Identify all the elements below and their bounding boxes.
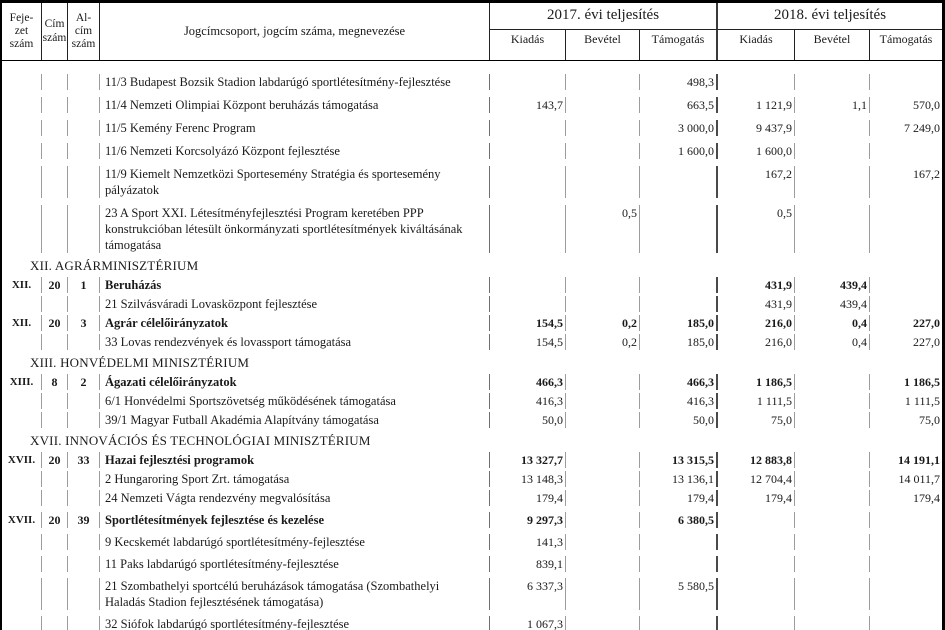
row-megnevezes: 2 Hungaroring Sport Zrt. támogatása (100, 471, 490, 487)
row-fejezet-szam (2, 393, 42, 409)
row-cim-szam: 20 (42, 512, 68, 528)
row-alcim-szam (68, 412, 100, 428)
row-alcim-szam (68, 556, 100, 572)
header-cell-megnevezes: Jogcímcsoport, jogcím száma, megnevezése (100, 3, 490, 60)
table-row (2, 74, 942, 90)
header-2018-bevetel: Bevétel (795, 30, 870, 60)
cell-tamogatas-2018: 227,0 (913, 316, 940, 330)
cell-bevetel-2017 (566, 166, 640, 198)
row-fejezet-szam (2, 143, 42, 159)
header-2017-kiadas: Kiadás (490, 30, 566, 60)
cell-bevetel-2017 (566, 556, 640, 572)
cell-kiadas-2017: 13 327,7 (490, 452, 566, 468)
row-cim-szam: 8 (42, 374, 68, 390)
cell-kiadas-2018 (718, 512, 795, 528)
cell-kiadas-2017: 1 067,3 (490, 616, 566, 630)
cell-bevetel-2017 (566, 374, 640, 390)
cell-bevetel-2018: 1,1 (795, 97, 870, 113)
cell-tamogatas-2017: 663,5 (640, 97, 718, 113)
row-megnevezes: 32 Siófok labdarúgó sportlétesítmény-fejlesztése (100, 616, 490, 630)
row-alcim-szam (68, 616, 100, 630)
cell-bevetel-2017 (566, 512, 640, 528)
cell-bevetel-2018: 0,4 (795, 315, 870, 331)
header-cell-cim-szam: Cím szám (42, 3, 68, 60)
cell-tamogatas-2018 (870, 143, 942, 159)
row-cim-szam (42, 616, 68, 630)
cell-tamogatas-2018 (870, 296, 942, 312)
cell-tamogatas-2017: 13 315,5 (640, 452, 718, 468)
cell-bevetel-2018 (795, 393, 870, 409)
cell-tamogatas-2017 (640, 205, 718, 253)
cell-kiadas-2018 (718, 616, 795, 630)
cell-bevetel-2018 (795, 556, 870, 572)
cell-kiadas-2018: 431,9 (718, 277, 795, 293)
table-row (2, 315, 942, 331)
cell-bevetel-2017 (566, 393, 640, 409)
row-megnevezes: 11/4 Nemzeti Olimpiai Központ beruházás támogatása (100, 97, 490, 113)
cell-kiadas-2017: 416,3 (490, 393, 566, 409)
cell-bevetel-2018: 439,4 (795, 296, 870, 312)
cell-tamogatas-2017: 50,0 (640, 412, 718, 428)
cell-bevetel-2017 (566, 471, 640, 487)
cell-kiadas-2018: 179,4 (718, 490, 795, 506)
row-cim-szam (42, 205, 68, 253)
row-megnevezes: 11/3 Budapest Bozsik Stadion labdarúgó sportlétesítmény-fejlesztése (100, 74, 490, 90)
cell-tamogatas-2018 (870, 616, 942, 630)
cell-bevetel-2017: 0,2 (566, 315, 640, 331)
header-cell-alcim-szam: Al- cím szám (68, 3, 100, 60)
cell-kiadas-2017: 141,3 (490, 534, 566, 550)
row-fejezet-szam (2, 205, 42, 253)
cell-bevetel-2018 (795, 143, 870, 159)
row-fejezet-szam (2, 616, 42, 630)
cell-kiadas-2017 (490, 143, 566, 159)
cell-tamogatas-2017: 416,3 (640, 393, 718, 409)
cell-bevetel-2017 (566, 296, 640, 312)
row-alcim-szam (68, 578, 100, 610)
table-row (2, 534, 942, 550)
row-fejezet-szam (2, 471, 42, 487)
cell-kiadas-2018: 1 186,5 (718, 374, 795, 390)
table-body (2, 61, 942, 630)
cell-bevetel-2018 (795, 120, 870, 136)
row-fejezet-szam (2, 578, 42, 610)
cell-bevetel-2017 (566, 616, 640, 630)
row-cim-szam (42, 393, 68, 409)
row-fejezet-szam (2, 556, 42, 572)
row-fejezet-szam (2, 296, 42, 312)
row-cim-szam (42, 166, 68, 198)
cell-kiadas-2018 (718, 578, 795, 610)
row-alcim-szam (68, 74, 100, 90)
table-row (2, 412, 942, 428)
section-row: XII. AGRÁRMINISZTÉRIUM (30, 258, 199, 273)
row-megnevezes: 24 Nemzeti Vágta rendezvény megvalósítása (100, 490, 490, 506)
table-row (2, 97, 942, 113)
cell-bevetel-2018 (795, 412, 870, 428)
row-fejezet-szam (2, 534, 42, 550)
table-row (2, 512, 942, 528)
header-2018-kiadas: Kiadás (718, 30, 795, 60)
header-2017-tamogatas: Támogatás (640, 30, 718, 60)
cell-kiadas-2018: 216,0 (718, 315, 795, 331)
cell-kiadas-2017: 466,3 (490, 374, 566, 390)
row-megnevezes: 33 Lovas rendezvények és lovassport támogatása (100, 334, 490, 350)
row-cim-szam (42, 97, 68, 113)
row-fejezet-szam (2, 166, 42, 198)
cell-tamogatas-2018: 75,0 (919, 413, 940, 427)
cell-bevetel-2018: 439,4 (795, 277, 870, 293)
row-alcim-szam: 1 (68, 277, 100, 293)
table-row (2, 143, 942, 159)
table-header (2, 3, 942, 61)
cell-kiadas-2017: 839,1 (490, 556, 566, 572)
row-fejezet-szam: XIII. (2, 374, 42, 390)
cell-tamogatas-2017: 3 000,0 (640, 120, 718, 136)
cell-bevetel-2017: 0,2 (566, 334, 640, 350)
cell-kiadas-2017: 143,7 (490, 97, 566, 113)
cell-kiadas-2017: 9 297,3 (490, 512, 566, 528)
table-row (2, 471, 942, 487)
table-row (2, 120, 942, 136)
row-cim-szam (42, 556, 68, 572)
cell-tamogatas-2017: 13 136,1 (640, 471, 718, 487)
cell-kiadas-2018: 1 121,9 (718, 97, 795, 113)
cell-tamogatas-2017 (640, 277, 718, 293)
header-2018-tamogatas: Támogatás (879, 32, 933, 46)
cell-tamogatas-2018 (870, 74, 942, 90)
table-row (2, 205, 942, 253)
section-row: XVII. INNOVÁCIÓS ÉS TECHNOLÓGIAI MINISZTÉRIUM (30, 433, 371, 448)
cell-kiadas-2017: 154,5 (490, 334, 566, 350)
cell-kiadas-2018 (718, 534, 795, 550)
cell-tamogatas-2018: 1 111,5 (904, 394, 940, 408)
row-fejezet-szam: XII. (2, 315, 42, 331)
cell-kiadas-2017: 154,5 (490, 315, 566, 331)
row-cim-szam (42, 412, 68, 428)
row-fejezet-szam (2, 490, 42, 506)
cell-kiadas-2018: 12 883,8 (718, 452, 795, 468)
cell-tamogatas-2018 (870, 512, 942, 528)
row-cim-szam (42, 143, 68, 159)
cell-tamogatas-2017 (640, 534, 718, 550)
table-row (2, 277, 942, 293)
row-alcim-szam: 39 (68, 512, 100, 528)
cell-bevetel-2018 (795, 74, 870, 90)
cell-kiadas-2017: 13 148,3 (490, 471, 566, 487)
cell-tamogatas-2018: 1 186,5 (904, 375, 940, 389)
cell-bevetel-2018 (795, 512, 870, 528)
row-megnevezes: Agrár célelőirányzatok (100, 315, 490, 331)
row-fejezet-szam: XII. (2, 277, 42, 293)
cell-tamogatas-2018 (870, 578, 942, 610)
cell-bevetel-2017 (566, 120, 640, 136)
row-megnevezes: Hazai fejlesztési programok (100, 452, 490, 468)
cell-bevetel-2017 (566, 97, 640, 113)
row-megnevezes: 11/9 Kiemelt Nemzetközi Sportesemény Stratégia és sportesemény pályázatok (100, 166, 490, 198)
table-row (2, 334, 942, 350)
row-megnevezes: 23 A Sport XXI. Létesítményfejlesztési Program keretében PPP konstrukcióban létesült önkormányzati sportlétesítmények kiváltásának támogatása (100, 205, 490, 253)
row-megnevezes: 11/6 Nemzeti Korcsolyázó Központ fejlesztése (100, 143, 490, 159)
cell-bevetel-2017 (566, 490, 640, 506)
table-row (2, 616, 942, 630)
cell-tamogatas-2018: 14 191,1 (898, 453, 940, 467)
cell-kiadas-2017 (490, 205, 566, 253)
cell-tamogatas-2018: 14 011,7 (898, 472, 940, 486)
row-megnevezes: 21 Szilvásváradi Lovasközpont fejlesztése (100, 296, 490, 312)
row-alcim-szam: 33 (68, 452, 100, 468)
cell-bevetel-2017 (566, 74, 640, 90)
cell-tamogatas-2017: 179,4 (640, 490, 718, 506)
row-megnevezes: 39/1 Magyar Futball Akadémia Alapítvány támogatása (100, 412, 490, 428)
cell-bevetel-2018 (795, 534, 870, 550)
row-cim-szam: 20 (42, 315, 68, 331)
cell-bevetel-2017 (566, 578, 640, 610)
row-fejezet-szam: XVII. (2, 452, 42, 468)
cell-tamogatas-2017: 5 580,5 (640, 578, 718, 610)
row-cim-szam (42, 578, 68, 610)
table-row (2, 166, 942, 198)
row-alcim-szam (68, 120, 100, 136)
table-row (2, 452, 942, 468)
cell-tamogatas-2017 (640, 616, 718, 630)
cell-kiadas-2018: 75,0 (718, 412, 795, 428)
cell-kiadas-2017 (490, 166, 566, 198)
cell-kiadas-2018: 216,0 (718, 334, 795, 350)
cell-tamogatas-2017: 466,3 (640, 374, 718, 390)
table-row (2, 374, 942, 390)
section-row: XIII. HONVÉDELMI MINISZTÉRIUM (30, 355, 250, 370)
cell-tamogatas-2017: 185,0 (640, 315, 718, 331)
cell-bevetel-2018 (795, 490, 870, 506)
row-alcim-szam (68, 490, 100, 506)
cell-tamogatas-2017 (640, 556, 718, 572)
row-cim-szam: 20 (42, 452, 68, 468)
cell-tamogatas-2017 (640, 166, 718, 198)
header-year-2018: 2018. évi teljesítés (718, 3, 942, 30)
cell-tamogatas-2018: 570,0 (913, 98, 940, 112)
cell-kiadas-2017 (490, 74, 566, 90)
cell-kiadas-2018: 12 704,4 (718, 471, 795, 487)
row-cim-szam (42, 296, 68, 312)
row-alcim-szam (68, 205, 100, 253)
row-alcim-szam (68, 393, 100, 409)
header-2017-bevetel: Bevétel (566, 30, 640, 60)
row-alcim-szam (68, 471, 100, 487)
cell-kiadas-2017: 50,0 (490, 412, 566, 428)
cell-tamogatas-2018: 179,4 (913, 491, 940, 505)
row-alcim-szam (68, 296, 100, 312)
row-megnevezes: 6/1 Honvédelmi Sportszövetség működésének támogatása (100, 393, 490, 409)
table-row (2, 393, 942, 409)
row-fejezet-szam: XVII. (2, 512, 42, 528)
cell-kiadas-2018 (718, 74, 795, 90)
cell-bevetel-2017 (566, 452, 640, 468)
cell-bevetel-2018 (795, 374, 870, 390)
cell-tamogatas-2017: 1 600,0 (640, 143, 718, 159)
row-cim-szam (42, 120, 68, 136)
row-alcim-szam (68, 534, 100, 550)
row-alcim-szam: 2 (68, 374, 100, 390)
cell-kiadas-2018 (718, 556, 795, 572)
row-alcim-szam (68, 97, 100, 113)
table-row (2, 490, 942, 506)
cell-tamogatas-2018: 227,0 (913, 335, 940, 349)
row-megnevezes: Sportlétesítmények fejlesztése és kezelése (100, 512, 490, 528)
row-cim-szam (42, 490, 68, 506)
cell-tamogatas-2017: 185,0 (640, 334, 718, 350)
table-row (2, 296, 942, 312)
cell-tamogatas-2018 (870, 205, 942, 253)
cell-kiadas-2018: 1 111,5 (718, 393, 795, 409)
row-cim-szam (42, 534, 68, 550)
cell-tamogatas-2017 (640, 296, 718, 312)
row-cim-szam: 20 (42, 277, 68, 293)
cell-kiadas-2018: 167,2 (718, 166, 795, 198)
table-row (2, 556, 942, 572)
row-megnevezes: Beruházás (100, 277, 490, 293)
row-fejezet-szam (2, 120, 42, 136)
row-cim-szam (42, 74, 68, 90)
cell-kiadas-2018: 1 600,0 (718, 143, 795, 159)
cell-bevetel-2017 (566, 143, 640, 159)
header-cell-fejezet-szam: Feje- zet szám (2, 3, 42, 60)
header-year-2017: 2017. évi teljesítés (490, 3, 718, 30)
row-cim-szam (42, 334, 68, 350)
cell-bevetel-2018 (795, 452, 870, 468)
cell-bevetel-2017 (566, 412, 640, 428)
row-cim-szam (42, 471, 68, 487)
cell-kiadas-2017: 179,4 (490, 490, 566, 506)
row-alcim-szam (68, 166, 100, 198)
row-fejezet-szam (2, 97, 42, 113)
cell-tamogatas-2017: 498,3 (640, 74, 718, 90)
cell-kiadas-2018: 9 437,9 (718, 120, 795, 136)
cell-kiadas-2018: 431,9 (718, 296, 795, 312)
cell-bevetel-2017 (566, 277, 640, 293)
cell-kiadas-2017 (490, 120, 566, 136)
cell-bevetel-2018 (795, 166, 870, 198)
table-row (2, 578, 942, 610)
row-alcim-szam (68, 143, 100, 159)
row-megnevezes: 21 Szombathelyi sportcélú beruházások támogatása (Szombathelyi Haladás Stadion fejlesztésének támogatása) (100, 578, 490, 610)
row-alcim-szam (68, 334, 100, 350)
row-megnevezes: 11 Paks labdarúgó sportlétesítmény-fejlesztése (100, 556, 490, 572)
cell-tamogatas-2017: 6 380,5 (640, 512, 718, 528)
row-fejezet-szam (2, 74, 42, 90)
row-fejezet-szam (2, 412, 42, 428)
cell-tamogatas-2018 (870, 534, 942, 550)
cell-bevetel-2018 (795, 471, 870, 487)
row-megnevezes: Ágazati célelőirányzatok (100, 374, 490, 390)
cell-kiadas-2017: 6 337,3 (490, 578, 566, 610)
cell-bevetel-2018 (795, 205, 870, 253)
cell-kiadas-2017 (490, 296, 566, 312)
row-fejezet-szam (2, 334, 42, 350)
cell-kiadas-2017 (490, 277, 566, 293)
row-megnevezes: 9 Kecskemét labdarúgó sportlétesítmény-fejlesztése (100, 534, 490, 550)
cell-bevetel-2018: 0,4 (795, 334, 870, 350)
row-alcim-szam: 3 (68, 315, 100, 331)
cell-kiadas-2018: 0,5 (718, 205, 795, 253)
cell-tamogatas-2018 (870, 277, 942, 293)
cell-bevetel-2017 (566, 534, 640, 550)
cell-bevetel-2018 (795, 616, 870, 630)
cell-tamogatas-2018: 7 249,0 (904, 121, 940, 135)
cell-tamogatas-2018: 167,2 (913, 167, 940, 181)
cell-bevetel-2018 (795, 578, 870, 610)
cell-bevetel-2017: 0,5 (566, 205, 640, 253)
cell-tamogatas-2018 (870, 556, 942, 572)
row-megnevezes: 11/5 Kemény Ferenc Program (100, 120, 490, 136)
